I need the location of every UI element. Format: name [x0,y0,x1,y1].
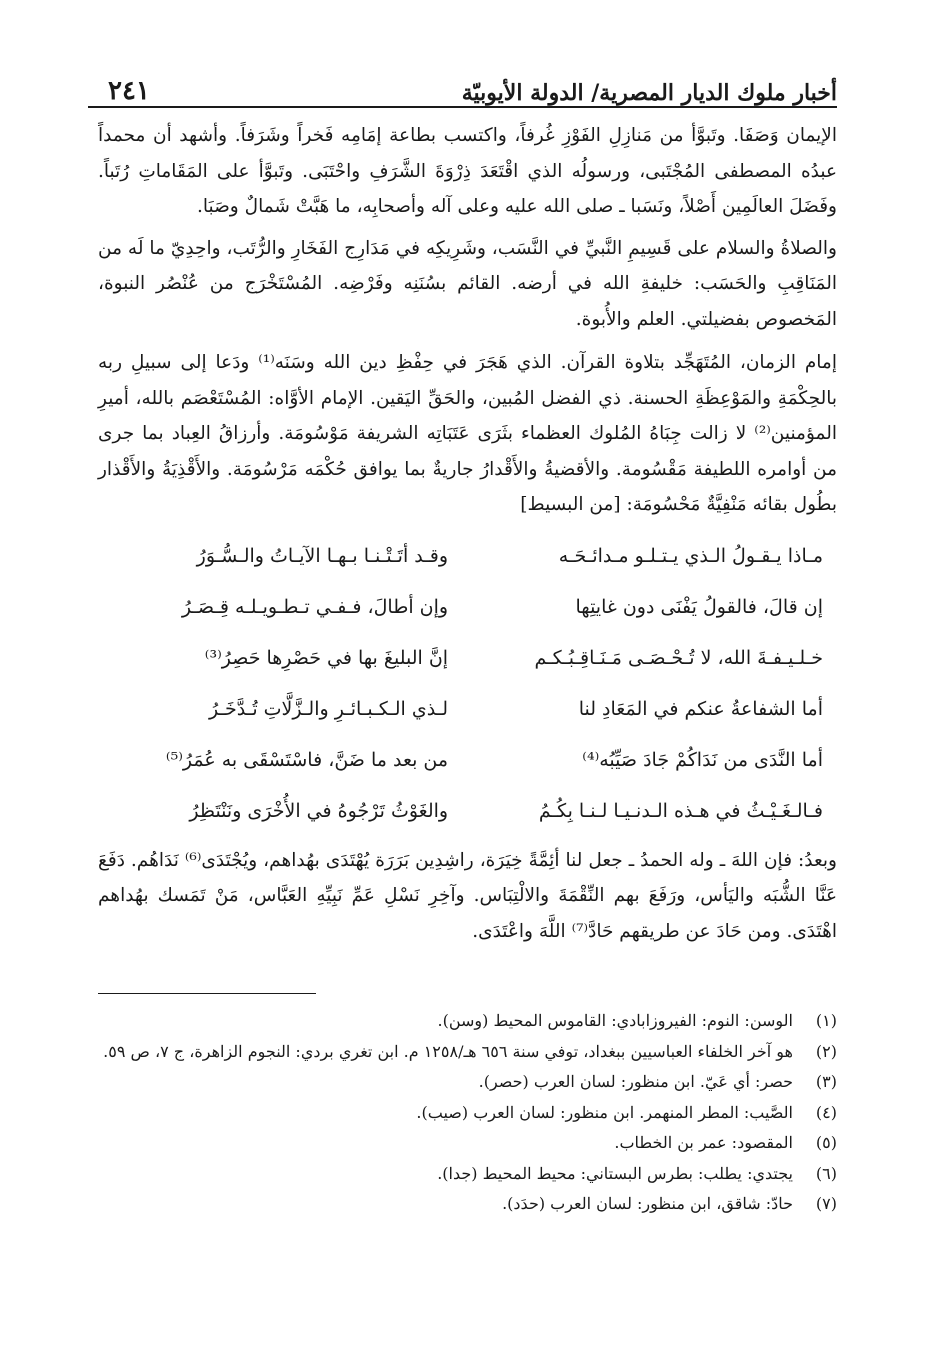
verse-first-hemistich: إن قالَ، فالقولُ يَفْنَى دون غايتِها [575,596,823,618]
footnote-number: (٣) [815,1072,837,1091]
footnote-text: المقصود: عمر بن الخطاب. [614,1133,793,1152]
page-number: ٢٤١ [108,76,150,106]
poem-verse [98,786,837,837]
verse-first-hemistich: فـالـغَـيْـثُ في هـذه الـدنـيـا لـنـا بِكُـمُ [538,800,823,822]
verse-second-hemistich: وقـد أتَـتْـنـا بـهـا الآيـاتُ والـسُّـوَرُ [196,545,449,567]
poem-verse [98,684,837,735]
footnote [98,1039,837,1066]
poem [98,531,837,837]
footnote-text: هو آخر الخلفاء العباسيين ببغداد، توفي سنة ٦٥٦ هـ/١٢٥٨ م. ابن تغري بردي: النجوم الزاهرة، ج ٧، ص ٥٩. [103,1041,793,1061]
poem-verse [98,582,837,633]
verse-first-hemistich: أما الشفاعةُ عنكم في المَعَادِ لنا [578,698,823,720]
verse-first-hemistich: خـلـيـفـةَ الله، لا تُـحْـصَـى مَـنَـاقِـبُـكـم [534,647,823,669]
footnote [98,1100,837,1127]
poem-verse [98,633,837,684]
poem-verse [98,531,837,582]
footnote [98,1161,837,1188]
footnote-text: حادّ: شاقق، ابن منظور: لسان العرب (حدَد). [502,1194,793,1213]
footnote [98,1191,837,1218]
footnote [98,1008,837,1035]
footnote-rule-wrap [98,957,837,1008]
paragraph: إمام الزمان، المُتَهَجِّد بتلاوة القرآن. الذي هَجَرَ في حِفْظِ دين الله وسَنَه⁽¹⁾ ودَعا إلى سبيلِ ربه بالحِكْمَةِ والمَوْعِظَةِ الحسنة. ذي الفضل المُبين، والحَقِّ اليَقين. الإمام الأوَّاه: المُسْتَعْصَم بالله، أميرِ المؤمنين⁽²⁾ لا زالت جِبَاهُ المُلوك العظماء بثَرَى عَتَبَاتِه الشريفة مَوْسُومَة. وأرزاقُ العِباد بما جرى من أوامره اللطيفة مَقْسُومة. والأقضيةُ والأَقْدارُ جاريةٌ بما يوافق حُكْمَه مَرْسُومَة. والأَقْذِيَةُ والأَقْذار بطُول بقائه مَنْفِيَّةٌ مَحْسُومَة: [من البسيط] [98,352,837,515]
paragraph: والصلاةُ والسلام على قَسِيمِ النَّبيِّ في النَّسَب، وشَرِيكِه في مَدَارِج الفَخَارِ والرُّتَب، واحِدِيّ ما لَه من المَنَاقِبِ والحَسَب: خليفةِ الله في أرضه. القائم بسُنَنِه وفَرْضِه. المُسْتَخْرَج من عُنْصُر النبوة، المَخصوص بفضيلتي. العلم والأُبوة. [98,237,837,330]
footnote-text: حصر: أي عَيّ. ابن منظور: لسان العرب (حصر). [478,1072,793,1091]
footnote-text: الصَّيب: المطر المنهمر. ابن منظور: لسان العرب (صيب). [416,1102,793,1122]
footnotes [98,1008,837,1218]
closing-paragraph: وبعدُ: فإن اللهَ ـ وله الحمدُ ـ جعل لنا أئِمَّةً خِيَرَة، راشِدِين بَرَرَة يُهْتَدَى بهُداهم، ويُجْتَدَى⁽⁶⁾ نَدَاهُم. دَفَعَ عَنَّا الشُّبَه واليَأس، ورَفَعَ بهم النِّقْمَةَ والالْتِبَاس. وآخِرِ نَسْلِ عَمِّ نَبِيِّهِ العَبَّاس، مَنْ تَمَسك بهُداهم اهْتَدَى. ومن حَادَ عن طريقهم حَادَّ⁽⁷⁾ اللَّهَ واعْتَدَى. [98,849,837,942]
verse-second-hemistich: والغَوْثُ تَرْجُوهُ في الأُخْرَى ونَنْتَظِرُ [189,800,449,822]
footnote-text: يجتدي: يطلب: بطرس البستاني: محيط المحيط (جدا). [437,1163,793,1183]
poem-verse [98,735,837,786]
verse-second-hemistich: لـذي الـكـبـائـرِ والـزَّلَّاتِ تُـدَّخَـرُ [209,698,449,720]
verse-first-hemistich: أما النَّدَى من نَدَاكُمْ جَادَ صَيِّبُه⁽⁴⁾ [582,749,823,771]
footnote-number: (٢) [815,1041,837,1061]
running-title: أخبار ملوك الديار المصرية/ الدولة الأيوبيّة [461,80,837,106]
verse-second-hemistich: وإن أطالَ، فـفـي تـطـويـلـه قِـصَـرُ [181,596,449,618]
footnote-number: (٤) [815,1102,837,1122]
footnote-number: (٥) [815,1133,837,1152]
footnote-text: الوسن: النوم: الفيروزابادي: القاموس المحيط (وسن). [437,1011,793,1030]
verse-second-hemistich: إنَّ البليغَ بها في حَصْرِها حَصِرُ⁽³⁾ [204,647,449,669]
page-header [88,62,837,108]
footnote-divider [98,993,316,994]
main-text [98,118,837,949]
footnote-number: (٧) [815,1194,837,1213]
footnote-number: (١) [815,1011,837,1030]
footnote [98,1130,837,1157]
footnote [98,1069,837,1096]
footnote-number: (٦) [815,1163,837,1183]
paragraph: الإيمان وَصَفَا. وتَبوَّأ من مَنازِلِ الفَوْزِ غُرفاً، واكتسب بطاعة إمَامِه فَخراً وشَرَفاً. وأشهد أن محمداً عبدُه المصطفى المُجْتَبى، ورسولُه الذي اقْتَعَدَ ذِرْوَةَ الشَّرَفِ واحْتَبَى. وتَبوَّأ على المَقَاماتِ رُتَباً. وفَضَلَ العالَمِين أَصْلاً، ونَسَبا ـ صلى الله عليه وعلى آله وأصحابِه، ما هَبَّتْ شَمالٌ وصَبَا. [98,125,837,217]
verse-first-hemistich: مـاذا يـقـولُ الـذي يـتـلـو مـدائـحَـه [558,545,823,567]
verse-second-hemistich: من بعد ما ضَنَّ، فاسْتَسْقَى به عُمَرُ⁽⁵⁾ [165,749,449,771]
